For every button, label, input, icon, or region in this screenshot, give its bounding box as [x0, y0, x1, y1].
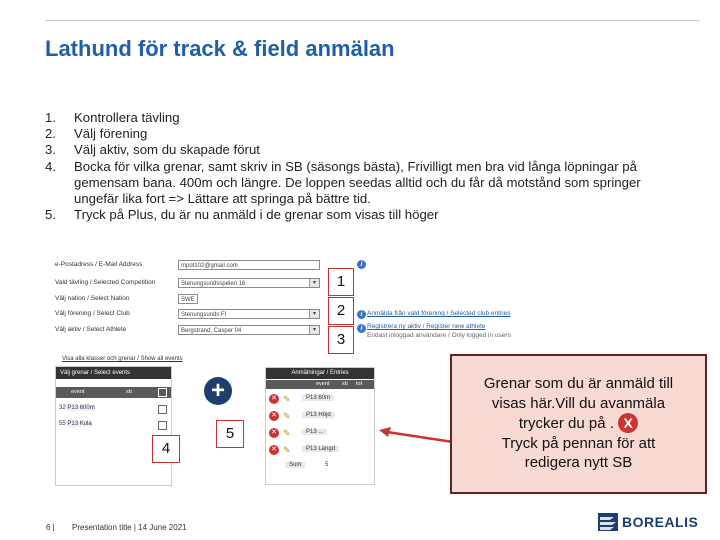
row-event: P13 60m: [302, 395, 334, 401]
entries-subheader: [266, 380, 374, 389]
col-tot: tot: [356, 381, 363, 387]
title-top-rule: [45, 20, 700, 21]
badge-5: 5: [216, 420, 244, 448]
pencil-icon[interactable]: ✎: [283, 411, 291, 421]
athlete-label: Välj aktiv / Select Athlete: [55, 326, 127, 333]
sum-row: [269, 462, 373, 474]
row-event: P13 Höjd: [302, 412, 335, 418]
step-text: Välj förening: [74, 126, 148, 142]
club-entries-link[interactable]: Anmälda från vald förening / Selected club entries: [367, 310, 511, 317]
table-row: [59, 421, 169, 427]
page-number: 6 |: [46, 523, 55, 532]
logged-in-note: Endast inloggad användare / Only logged in users: [367, 332, 511, 339]
chevron-down-icon: ▾: [309, 310, 319, 318]
info-icon[interactable]: i: [357, 310, 366, 319]
row-num: 55: [59, 421, 66, 427]
competition-select[interactable]: [178, 278, 320, 288]
sum-value: 5: [325, 462, 329, 468]
pencil-icon[interactable]: ✎: [283, 394, 291, 404]
col-event: event: [71, 389, 85, 395]
step-item: [45, 142, 665, 158]
email-field[interactable]: mpot102@gmail.com: [178, 260, 320, 270]
add-button[interactable]: +: [204, 377, 232, 405]
footer-text: Presentation title | 14 June 2021: [72, 523, 187, 532]
row-num: 32: [59, 405, 66, 411]
registration-form: [55, 258, 511, 339]
sum-label: Sum: [285, 462, 305, 468]
row-event: P13 Längd: [302, 446, 339, 452]
col-event: event: [316, 381, 330, 387]
chevron-down-icon: ▾: [309, 326, 319, 334]
col-sb: sb: [342, 381, 348, 387]
badge-4: 4: [152, 435, 180, 463]
nation-value: SWE: [181, 297, 195, 303]
badge-1: 1: [328, 268, 354, 296]
badge-2: 2: [328, 297, 354, 325]
logo-text: BOREALIS: [622, 514, 699, 530]
club-label: Välj förening / Select Club: [55, 310, 130, 317]
checkbox[interactable]: [158, 405, 167, 414]
entries-panel: [265, 367, 375, 485]
chevron-down-icon: ▾: [309, 279, 319, 287]
pencil-icon[interactable]: ✎: [283, 428, 291, 438]
table-row: [59, 405, 169, 411]
step-item: [45, 207, 665, 223]
badge-3: 3: [328, 326, 354, 354]
row-event: P13 600m: [67, 405, 95, 411]
step-text: Kontrollera tävling: [74, 110, 180, 125]
callout-line-5: redigera nytt SB: [524, 454, 633, 471]
step-text: Bocka för vilka grenar, samt skriv in SB (säsongs bästa), Frivilligt men bra vid långa löpningar på gemensam bana. 400m och längre. De loppen seedas alltid och du får då motstånd som springer ungefär lika fort => Lättare att springa på bättre tid.: [74, 158, 641, 207]
step-number: 3.: [45, 142, 56, 158]
logo-mark-icon: [598, 511, 618, 533]
competition-label: Vald tävling / Selected Competition: [55, 279, 156, 286]
step-text: Välj aktiv, som du skapade förut: [74, 142, 260, 158]
pencil-icon[interactable]: ✎: [283, 445, 291, 455]
show-all-events-link[interactable]: Visa alla klasser och grenar / Show all events: [62, 356, 183, 362]
delete-icon[interactable]: ✕: [269, 394, 279, 404]
steps-list: [45, 110, 665, 223]
step-item: [45, 159, 665, 208]
step-number: 5.: [45, 207, 56, 223]
table-row: [269, 428, 373, 440]
step-number: 1.: [45, 110, 56, 125]
delete-icon[interactable]: ✕: [269, 428, 279, 438]
table-row: [269, 394, 373, 406]
callout-line-2: visas här.Vill du avanmäla: [491, 394, 666, 412]
step-text: Tryck på Plus, du är nu anmäld i de grenar som visas till höger: [74, 207, 439, 223]
table-row: [269, 411, 373, 423]
info-callout: [450, 354, 707, 494]
nation-select[interactable]: [178, 294, 198, 304]
register-athlete-link[interactable]: Registrera ny aktiv / Register new athlete: [367, 323, 486, 330]
page-title: Lathund för track & field anmälan: [45, 36, 395, 61]
checkbox[interactable]: [158, 421, 167, 430]
callout-line-1: Grenar som du är anmäld till: [483, 375, 674, 392]
entries-header-label: Anmälningar / Entries: [291, 370, 349, 376]
callout-line-4: Tryck på pennan för att: [501, 434, 656, 452]
col-sb: sb: [126, 389, 132, 395]
events-header: [56, 367, 171, 379]
info-icon[interactable]: i: [357, 324, 366, 333]
delete-icon[interactable]: ✕: [269, 411, 279, 421]
callout-line-3-row: [452, 413, 705, 434]
events-header-label: Välj grenar / Select events: [60, 370, 131, 376]
club-select[interactable]: [178, 309, 320, 319]
step-item: [45, 110, 665, 126]
remove-x-icon: X: [618, 413, 638, 433]
athlete-value: Bergstrand, Casper 04: [181, 328, 242, 334]
info-icon[interactable]: i: [357, 260, 366, 269]
step-number: 2.: [45, 126, 56, 142]
email-label: e-Postadress / E-Mail Address: [55, 261, 143, 268]
arrow-icon: [375, 420, 455, 450]
step-number: 4.: [45, 158, 56, 174]
checkbox-icon[interactable]: [158, 388, 167, 397]
competition-value: Stenungsundsspelen 16: [181, 281, 246, 287]
table-row: [269, 445, 373, 457]
row-event: P13 ...: [302, 429, 327, 435]
borealis-logo: [598, 511, 703, 533]
nation-label: Välj nation / Select Nation: [55, 295, 130, 302]
step-item: [45, 126, 665, 142]
events-subheader: [56, 387, 171, 398]
delete-icon[interactable]: ✕: [269, 445, 279, 455]
callout-line-3: trycker du på .: [518, 415, 614, 432]
row-event: P13 Kula: [67, 421, 92, 427]
club-value: Stenungsunds FI: [181, 312, 227, 318]
entries-header: [266, 368, 374, 379]
events-panel: [55, 366, 172, 486]
athlete-select[interactable]: [178, 325, 320, 335]
